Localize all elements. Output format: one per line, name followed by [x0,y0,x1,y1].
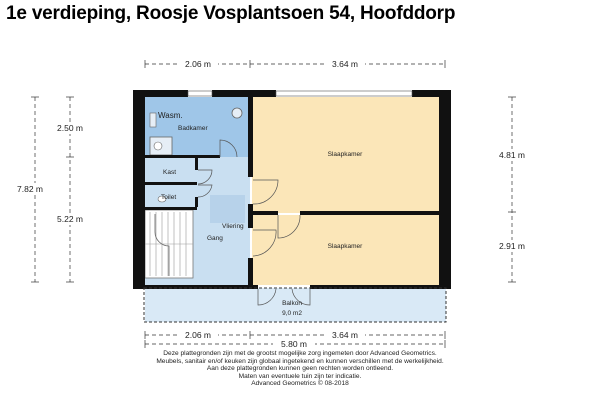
page-title: 1e verdieping, Roosje Vosplantsoen 54, Hoofddorp [6,3,456,24]
disclaimer-line: Meubels, sanitair en/of keuken zijn globaal ingetekend en kunnen verschillen met de werkelijkheid. [156,357,444,365]
label-hall: Gang [207,235,223,242]
label-bathroom: Badkamer [178,125,208,132]
label-balcony-area: 9,0 m2 [282,310,302,317]
bedroom-bottom-area [252,215,439,285]
label-bedroom-bottom: Slaapkamer [327,243,363,250]
dim-right-upper: 4.81 m [499,150,525,160]
dim-top-left: 2.06 m [185,59,211,69]
dim-total-width: 5.80 m [281,339,307,349]
dim-bottom-right: 3.64 m [332,330,358,340]
label-bedroom-top: Slaapkamer [327,151,363,158]
dim-left-upper: 2.50 m [57,123,83,133]
dim-top-right: 3.64 m [332,59,358,69]
label-toilet: Toilet [161,194,177,201]
dim-right-lower: 2.91 m [499,241,525,251]
disclaimer-line: Advanced Geometrics © 08-2018 [251,380,349,388]
disclaimer-line: Deze plattegronden zijn met de grootst mogelijke zorg ingemeten door Advanced Geometrics. [163,350,437,357]
disclaimer-line: Maten van eventuele tuin zijn ter indicatie. [238,372,362,380]
dim-bottom-left: 2.06 m [185,330,211,340]
label-attic: Vliering [222,223,244,230]
label-balcony: Balkon [282,300,302,307]
attic-area [210,195,245,223]
staircase [145,210,193,278]
dim-left-total: 7.82 m [17,184,43,194]
label-closet: Kast [163,169,177,176]
dim-left-lower: 5.22 m [57,214,83,224]
disclaimer-line: Aan deze plattegronden kunnen geen rechten worden ontleend. [206,365,394,373]
label-washroom: Wasm. [158,111,183,120]
disclaimer [0,350,600,388]
